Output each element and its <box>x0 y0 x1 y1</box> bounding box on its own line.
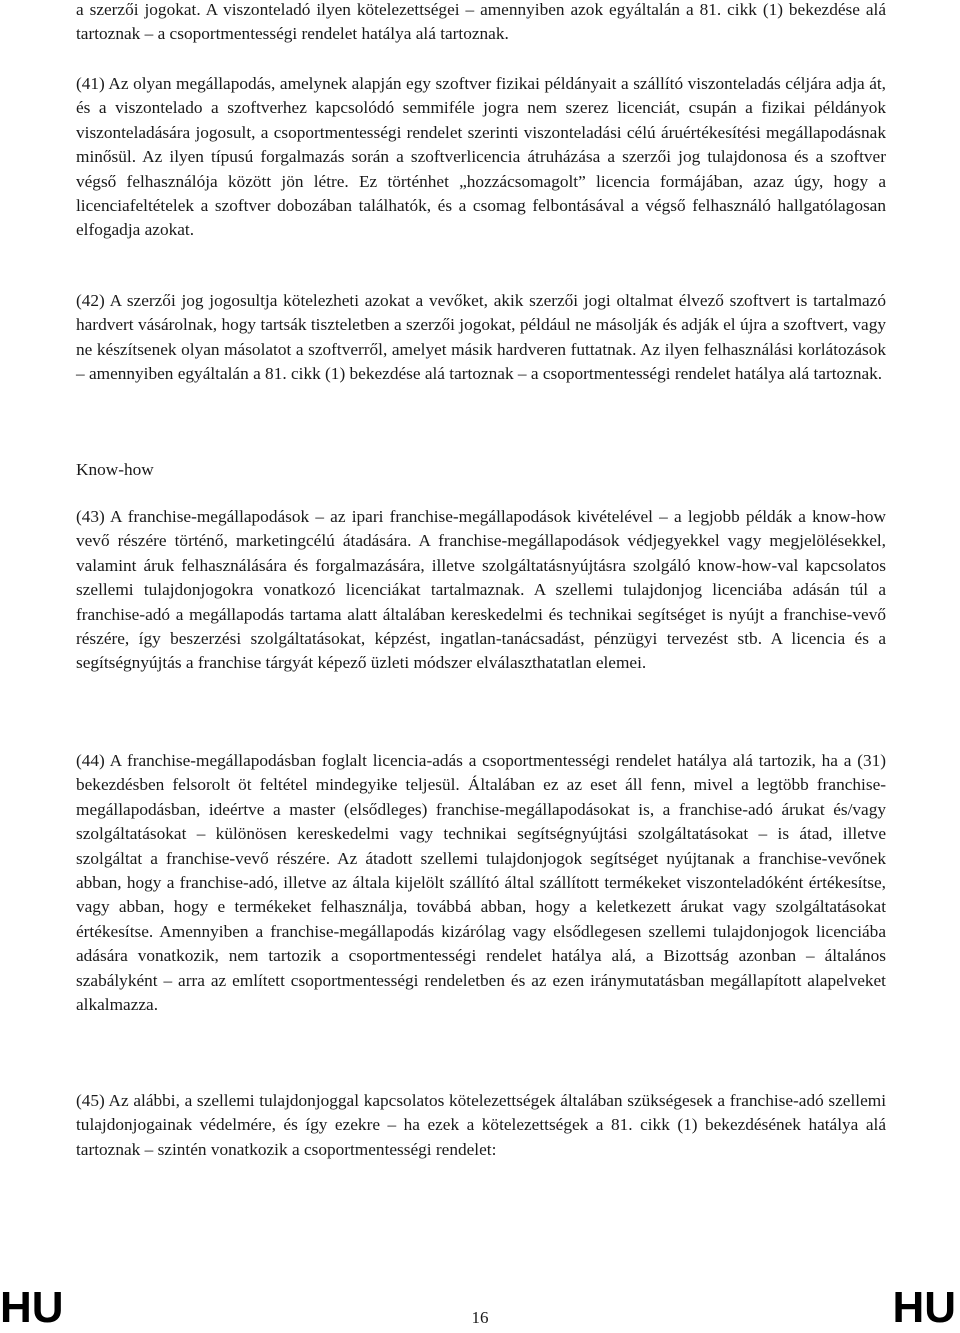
paragraph-41: (41) Az olyan megállapodás, amelynek alapján egy szoftver fizikai példányait a szállító viszonteladás céljára adja át, és a viszontelado a szoftverhez kapcsolódó semmiféle jogra nem szerez licenciát, csupán a fizikai példányok viszonteladására jogosult, a csoportmentességi rendelet szerinti viszonteladási célú áruértékesítési megállapodásnak minősül. Az ilyen típusú forgalmazás során a szoftverlicencia átruházása a szerzői jog tulajdonosa és a szoftver végső felhasználója között jön létre. Ez történhet „hozzácsomagolt” licencia formájában, azaz úgy, hogy a licenciafeltételek a szoftver dobozában találhatók, és a csomag felbontásával a végső felhasználó hallgatólagosan elfogadja azokat. <box>76 74 886 240</box>
paragraph-42: (42) A szerzői jog jogosultja kötelezheti azokat a vevőket, akik szerzői jogi oltalmat élvező szoftvert is tartalmazó hardvert vásárolnak, hogy tartsák tiszteletben a szerzői jogokat, például ne másolják és adják el újra a szoftvert, vagy ne készítsenek olyan másolatot a szoftverről, amelyet másik hardveren futtatnak. Az ilyen felhasználási korlátozások – amennyiben egyáltalán a 81. cikk (1) bekezdése alá tartoznak – a csoportmentességi rendelet hatálya alá tartoznak. <box>76 291 886 384</box>
paragraph-44: (44) A franchise-megállapodásban foglalt licencia-adás a csoportmentességi rendelet hatálya alá tartozik, ha a (31) bekezdésben felsorolt öt feltétel mindegyike teljesül. Általában ez az eset áll fenn, mivel a legtöbb franchise-megállapodásban, ideértve a master (elsődleges) franchise-megállapodásokat is, a franchise-adó árukat és/vagy szolgáltatásokat – különösen kereskedelmi vagy technikai segítségnyújtási szolgáltatásokat – is átad, illetve szolgáltat a franchise-vevő részére. Az átadott szellemi tulajdonjogok segítséget nyújtanak a franchise-vevőnek abban, hogy a franchise-adó, illetve az általa kijelölt szállító által szállított termékeket viszonteladóként értékesítse, vagy abban, hogy e termékeket felhasználja, továbbá abban, hogy a keletkezett árukat vagy szolgáltatásokat értékesítse. Amennyiben a franchise-megállapodás kizárólag vagy elsődlegesen szellemi tulajdonjogok licenciába adására vonatkozik, nem tartozik a csoportmentességi rendelet hatálya alá, a Bizottság azonban – általános szabályként – arra az említett csoportmentességi rendeletben és az ezen iránymutatásban megállapított alapelveket alkalmazza. <box>76 751 886 1015</box>
footer-language-code-left: HU <box>0 1283 64 1332</box>
paragraph-43: (43) A franchise-megállapodások – az ipari franchise-megállapodások kivételével – a legjobb példák a know-how vevő részére történő, marketingcélú átadására. A franchise-megállapodások védjegyekkel vagy megjelölésekkel, valamint áruk felhasználására és forgalmazására, illetve szolgáltatásnyújtásra szolgáló know-how-val kapcsolatos szellemi tulajdonjogokra vonatkozó licenciákat tartalmaznak. A szellemi tulajdonjog licenciába adásán túl a franchise-adó a megállapodás tartama alatt általában kereskedelmi és technikai segítséget is nyújt a franchise-vevő részére, így beszerzési szolgáltatásokat, képzést, ingatlan-tanácsadást, pénzügyi tervezést stb. A licencia és a segítségnyújtás a franchise tárgyát képező üzleti módszer elválaszthatatlan elemei. <box>76 507 886 673</box>
page-number: 16 <box>471 1308 489 1327</box>
section-heading-know-how: Know-how <box>76 460 154 479</box>
paragraph-45: (45) Az alábbi, a szellemi tulajdonjoggal kapcsolatos kötelezettségek általában szükségesek a franchise-adó szellemi tulajdonjogainak védelmére, és így ezekre – ha ezek a kötelezettségek a 81. cikk (1) bekezdésének hatálya alá tartoznak – szintén vonatkozik a csoportmentességi rendelet: <box>76 1091 886 1159</box>
footer-language-code-right: HU <box>892 1283 956 1332</box>
lead-paragraph: a szerzői jogokat. A viszonteladó ilyen kötelezettségei – amennyiben azok egyáltalán a 81. cikk (1) bekezdése alá tartoznak – a csoportmentességi rendelet hatálya alá tartoznak. <box>76 0 886 44</box>
